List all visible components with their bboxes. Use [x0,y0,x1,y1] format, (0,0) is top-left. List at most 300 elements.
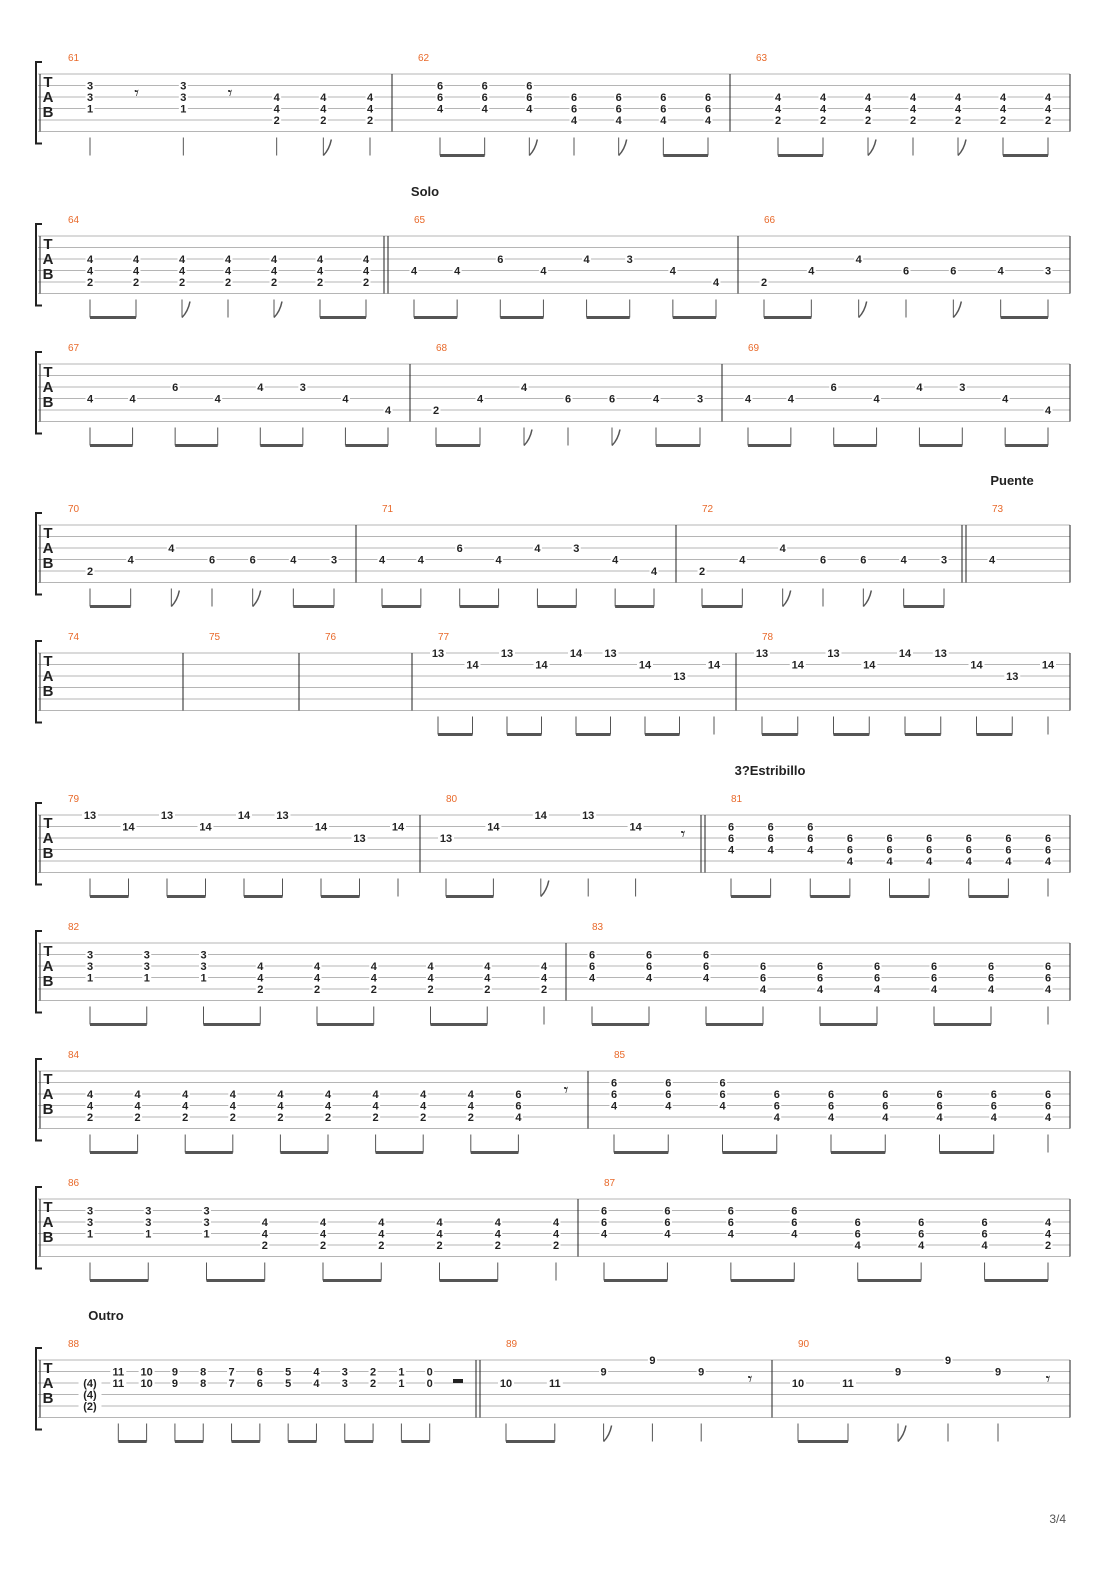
fret-number: 4 [999,103,1007,116]
fret-number: 4 [476,393,484,406]
fret-number: 4 [1044,856,1052,868]
fret-number: 2 [484,984,491,996]
measure [730,53,1053,156]
fret-number: 6 [807,833,814,845]
fret-number: 6 [926,833,933,845]
fret-number: 2 [436,1240,443,1252]
fret-number: 3 [145,1205,152,1218]
fret-number: 1 [86,972,94,985]
fret-number: 3 [86,949,94,962]
fret-number: 14 [314,821,328,834]
fret-number: 14 [535,659,548,672]
fret-number: 11 [548,1378,561,1390]
fret-number: 4 [366,92,374,104]
fret-number: 6 [827,1100,835,1113]
note-flag [182,302,190,318]
measure-number: 68 [436,343,448,354]
fret-number: 3 [86,1217,94,1229]
fret-number: 4 [526,103,533,116]
fret-number: 6 [172,382,179,394]
tab-system [36,1339,1070,1442]
fret-number: 6 [816,972,824,985]
fret-number: 4 [319,1217,327,1229]
fret-number: 6 [256,1366,263,1379]
fret-number: 2 [1044,115,1052,127]
fret-number: 2 [432,405,440,417]
tab-clef-letter: T [43,364,53,381]
fret-number: 4 [807,844,814,857]
fret-number: 4 [916,382,923,394]
measure-number: 65 [414,215,426,226]
fret-number: 4 [855,254,862,266]
measure [736,632,1056,735]
fret-number: 4 [767,844,774,857]
tab-clef-letter: B [42,1101,54,1118]
note-flag [171,591,179,607]
fret-number: 3 [180,92,187,104]
fret-number: 4 [134,1089,141,1101]
fret-number: 3 [573,543,580,555]
fret-number: 6 [1005,833,1012,845]
tab-clef-letter: T [43,74,53,91]
tab-clef-letter: A [42,668,54,685]
fret-number: 4 [257,382,264,394]
fret-number: 2 [316,277,324,289]
fret-number: 4 [484,961,491,973]
fret-number: 6 [1044,844,1052,857]
measure-number: 76 [325,632,337,643]
fret-number: 6 [526,80,533,93]
tab-system [36,343,1070,446]
measure-number: 80 [446,794,458,805]
fret-number: 6 [918,1228,925,1241]
tab-clef-letter: B [42,1390,54,1407]
fret-number: 4 [378,1217,385,1229]
fret-number: 4 [588,972,596,985]
section-label: Puente [990,473,1034,488]
measure-number: 72 [702,504,714,515]
fret-number: 4 [86,265,94,278]
fret-number: 9 [894,1366,902,1379]
fret-number: 6 [936,1100,943,1113]
measure-number: 81 [731,794,743,805]
fret-number: 11 [112,1378,125,1390]
measure [578,1178,1053,1281]
fret-number: 13 [439,833,453,845]
fret-number: 6 [965,833,972,845]
fret-number: 6 [564,393,572,406]
fret-number: 4 [704,115,712,127]
fret-number: 10 [140,1366,153,1379]
measure [384,215,721,318]
tab-clef-letter: A [42,89,54,106]
tab-clef-letter: T [43,1071,53,1088]
fret-number: 2 [229,1112,236,1124]
note-flag [898,1426,906,1442]
fret-number: 9 [994,1366,1002,1379]
measure-number: 73 [992,504,1004,515]
note-flag [253,591,261,607]
fret-number: 4 [997,265,1004,278]
fret-number: 4 [427,972,434,985]
fret-number: 6 [759,961,767,973]
tab-clef-letter: B [42,555,54,572]
fret-number: 6 [704,103,712,116]
fret-number: 4 [1044,1217,1052,1229]
fret-number: 4 [819,92,827,104]
fret-number: 4 [320,92,327,104]
fret-number: 7 [228,1378,235,1390]
fret-number: 6 [665,1089,672,1101]
fret-number: 4 [854,1240,861,1252]
fret-number: 4 [378,1228,385,1241]
fret-number: 13 [673,671,686,683]
fret-number: 6 [208,554,216,567]
fret-number: 3 [299,382,306,394]
fret-number: 6 [515,1100,522,1113]
tab-clef-letter: T [43,1360,53,1377]
fret-number: 4 [420,1089,427,1101]
fret-number: 6 [526,92,533,104]
measure-number: 74 [68,632,80,643]
fret-number: 3 [1044,265,1052,278]
rest-mark: 𝄾 [680,824,686,845]
fret-number: 4 [132,254,140,266]
fret-number: 6 [610,1077,618,1090]
measure [68,1050,569,1153]
measure [772,1339,1051,1442]
fret-number: 4 [712,277,720,289]
fret-number: 3 [143,961,150,973]
fret-number: 6 [873,972,881,985]
measure-number: 89 [506,1339,518,1350]
fret-number: 4 [224,265,232,278]
fret-number: 4 [739,554,746,567]
note-flag [868,140,876,156]
fret-number: 6 [665,1077,672,1090]
measure [68,922,549,1025]
fret-number: 5 [285,1378,292,1390]
fret-number: 4 [669,265,676,278]
fret-number: 3 [180,80,187,93]
fret-number: 2 [909,115,917,127]
fret-number: 6 [981,1217,988,1229]
fret-number: 2 [178,277,186,289]
note-flag [524,430,532,446]
tab-clef-letter: T [43,653,53,670]
fret-number: 4 [319,1228,327,1241]
fret-number: 6 [588,949,596,962]
fret-number: 2 [362,277,370,289]
fret-number: 4 [926,856,933,868]
fret-number: 4 [273,92,280,104]
fret-number: 4 [702,972,710,985]
fret-number: 6 [860,554,867,567]
fret-number: 3 [959,382,966,394]
fret-number: 10 [140,1378,153,1390]
fret-number: 1 [398,1366,405,1379]
fret-number: 4 [816,984,824,996]
fret-number: 4 [759,984,767,996]
fret-number: 13 [934,648,947,660]
fret-number: 9 [944,1355,952,1367]
measure [356,504,659,607]
fret-number: 3 [143,949,150,962]
measure-number: 78 [762,632,774,643]
fret-number: 4 [1002,393,1009,406]
fret-number: 4 [652,393,660,406]
note-flag [953,302,961,318]
fret-number: 3 [330,554,338,567]
fret-number: 0 [426,1366,433,1379]
fret-number: 6 [816,961,824,973]
measure-number: 86 [68,1178,80,1189]
fret-number: 2 [698,566,706,578]
measure-number: 75 [209,632,221,643]
fret-number: 6 [767,821,774,834]
measure-number: 77 [438,632,450,643]
fret-number: 4 [540,265,547,278]
fret-number: 2 [273,115,280,127]
fret-number: 4 [277,1089,284,1101]
fret-number: 4 [774,103,782,116]
fret-number: 6 [702,949,710,962]
fret-number: 2 [182,1112,189,1124]
fret-number: 3 [86,92,94,104]
measure [412,632,722,735]
measure [410,343,705,446]
fret-number: 13 [827,648,840,660]
fret-number: 1 [143,972,150,985]
fret-number: 4 [864,103,872,116]
measure [68,1339,463,1442]
fret-number: 14 [487,821,500,834]
fret-number: 4 [313,1366,320,1379]
fret-number: 4 [988,554,996,567]
fret-number: 0 [426,1378,433,1390]
fret-number: 4 [384,405,392,417]
fret-number: 4 [540,972,548,985]
fret-number: 13 [500,648,514,660]
fret-number: 6 [660,92,667,104]
section-label: 3?Estribillo [734,763,806,778]
fret-number: 4 [936,1112,943,1124]
fret-number: 6 [854,1228,861,1241]
fret-number: 6 [965,844,972,857]
fret-number: 6 [702,961,710,973]
fret-number: 14 [534,810,547,822]
fret-number: 4 [540,961,548,973]
fret-number: 1 [200,972,207,985]
fret-number: 4 [664,1228,671,1241]
tab-clef-letter: A [42,958,54,975]
fret-number: 1 [203,1228,210,1241]
fret-number: 4 [846,856,853,868]
fret-number: (4) [83,1389,97,1402]
fret-number: 6 [1044,1089,1052,1101]
measure-number: 63 [756,53,768,64]
fret-number: 7 [228,1366,235,1379]
fret-number: 6 [727,833,735,845]
fret-number: 4 [610,1100,618,1113]
measure [68,215,371,318]
fret-number: 4 [134,1100,141,1113]
fret-number: 4 [981,1240,988,1252]
fret-number: 2 [324,1112,332,1124]
fret-number: 4 [178,265,186,278]
measure-number: 70 [68,504,80,515]
fret-number: 4 [320,103,327,116]
section-label: Solo [410,184,440,199]
fret-number: 4 [1044,1228,1052,1241]
fret-number: 14 [122,821,135,834]
fret-number: 3 [626,254,633,266]
fret-number: 4 [773,1112,780,1124]
fret-number: 4 [494,1217,501,1229]
note-flag [604,1426,612,1442]
fret-number: 4 [366,103,374,116]
measure-number: 62 [418,53,430,64]
measure [420,794,686,897]
fret-number: 4 [270,254,278,266]
fret-number: 13 [160,810,174,822]
measure-number: 84 [68,1050,80,1061]
fret-number: 4 [1044,92,1052,104]
fret-number: 6 [987,961,995,973]
half-rest [453,1379,463,1383]
fret-number: 6 [608,393,616,406]
fret-number: 4 [372,1100,379,1113]
fret-number: 2 [320,115,327,127]
fret-number: 4 [615,115,622,127]
fret-number: 3 [203,1205,210,1218]
fret-number: 2 [366,115,374,127]
measure [68,632,80,643]
note-flag [612,430,620,446]
fret-number: 2 [760,277,768,289]
fret-number: 2 [370,1378,377,1390]
fret-number: 1 [398,1378,405,1390]
fret-number: 10 [499,1378,513,1390]
fret-number: 4 [727,844,735,857]
fret-number: 6 [645,949,653,962]
fret-number: 6 [990,1089,997,1101]
fret-number: 6 [719,1077,726,1090]
fret-number: 14 [629,821,642,834]
tab-clef-letter: B [42,683,54,700]
measure [68,343,393,446]
fret-number: 6 [249,554,256,567]
fret-number: 4 [261,1228,268,1241]
fret-number: 6 [773,1089,780,1101]
fret-number: 4 [342,393,349,406]
fret-number: 4 [990,1112,997,1124]
fret-number: 6 [807,821,814,834]
tab-clef-letter: B [42,973,54,990]
tab-system [36,504,1070,607]
measure [68,1178,561,1281]
fret-number: 9 [649,1355,656,1367]
fret-number: 2 [86,566,94,578]
measure [676,504,949,607]
fret-number: 14 [863,659,876,672]
fret-number: 4 [1044,1112,1052,1124]
fret-number: 13 [431,648,445,660]
fret-number: 1 [86,103,94,116]
fret-number: 8 [200,1378,207,1390]
tab-clef-letter: A [42,540,54,557]
fret-number: 4 [86,393,94,406]
fret-number: 6 [773,1100,780,1113]
fret-number: 2 [378,1240,385,1252]
fret-number: 3 [341,1366,348,1379]
fret-number: 6 [1044,833,1052,845]
fret-number: 4 [918,1240,925,1252]
fret-number: 6 [588,961,596,973]
fret-number: 9 [171,1366,178,1379]
fret-number: 4 [324,1100,332,1113]
fret-number: 6 [990,1100,997,1113]
fret-number: 6 [882,1100,889,1113]
fret-number: 5 [285,1366,292,1379]
fret-number: 9 [698,1366,705,1379]
fret-number: 4 [864,92,872,104]
fret-number: 6 [930,961,938,973]
fret-number: 2 [774,115,782,127]
fret-number: 4 [362,265,370,278]
fret-number: 4 [1044,984,1052,996]
section-label: Outro [88,1308,124,1323]
fret-number: 4 [882,1112,889,1124]
fret-number: 6 [256,1378,263,1390]
fret-number: 4 [645,972,653,985]
fret-number: 6 [615,92,622,104]
fret-number: (4) [83,1378,97,1390]
fret-number: 6 [727,1205,734,1218]
fret-number: 4 [612,554,619,567]
fret-number: 10 [791,1378,805,1390]
fret-number: 2 [954,115,962,127]
fret-number: 4 [420,1100,427,1113]
fret-number: 6 [950,265,957,278]
fret-number: 4 [182,1100,189,1113]
fret-number: 4 [316,265,324,278]
note-flag [859,302,867,318]
fret-number: 2 [257,984,264,996]
tab-clef-letter: B [42,394,54,411]
fret-number: 6 [497,254,504,266]
fret-number: 6 [886,833,893,845]
fret-number: 4 [727,1228,734,1241]
rest-mark: 𝄾 [227,83,233,104]
fret-number: 13 [83,810,97,822]
fret-number: 3 [940,554,948,567]
fret-number: 4 [1044,405,1052,417]
fret-number: 4 [372,1089,379,1101]
fret-number: 4 [273,103,280,116]
fret-number: 14 [898,648,912,660]
fret-number: 4 [410,265,418,278]
fret-number: 4 [1005,856,1012,868]
fret-number: 4 [873,984,881,996]
fret-number: 4 [127,554,134,567]
fret-number: 6 [515,1089,522,1101]
fret-number: 2 [132,277,140,289]
fret-number: 6 [660,103,667,116]
fret-number: 2 [370,984,377,996]
fret-number: 6 [1044,972,1052,985]
fret-number: 4 [987,984,995,996]
